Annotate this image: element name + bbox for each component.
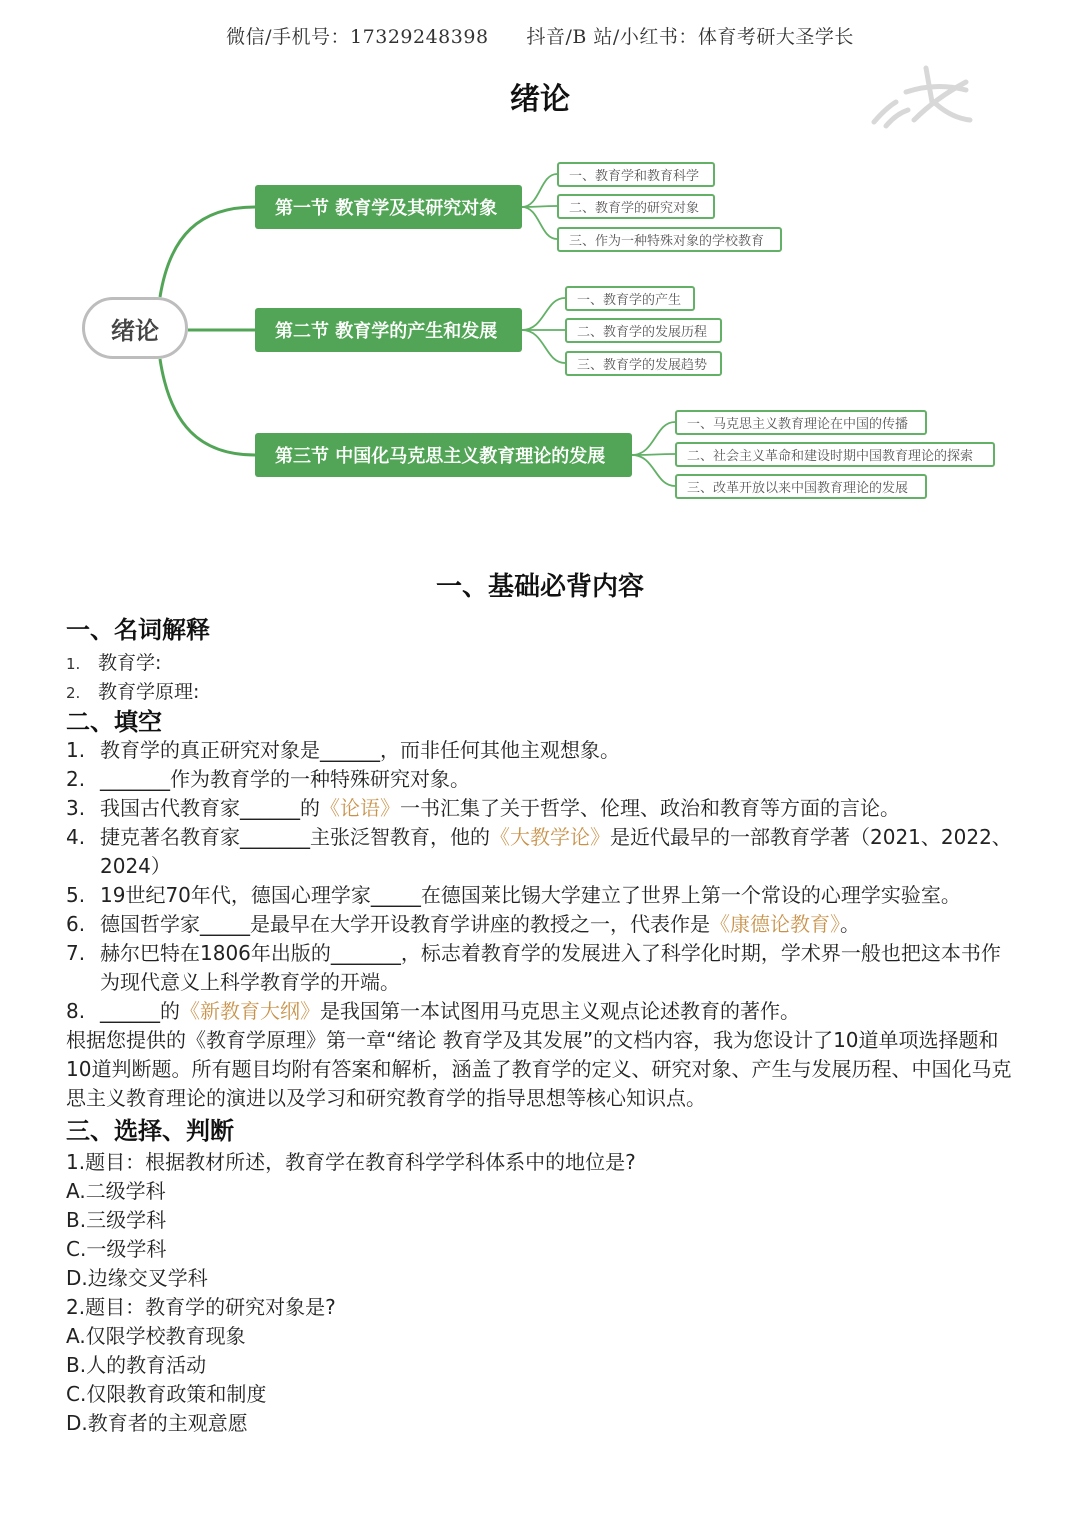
mind-map-leaf: 三、教育学的发展趋势 [565,351,722,376]
book-title: 《康德论教育》 [710,912,840,936]
question-option: B.人的教育活动 [66,1353,207,1377]
fill-item: 8. ______的《新教育大纲》是我国第一本试图用马克思主义观点论述教育的著作。 [66,999,800,1023]
term-item: 1. 教育学: [66,652,162,674]
book-title: 《大教学论》 [490,825,610,849]
question-option: D.边缘交叉学科 [66,1266,208,1290]
book-title: 《新教育大纲》 [180,999,320,1023]
choice-heading: 三、选择、判断 [66,1117,234,1145]
mind-map-section-1: 第一节 教育学及其研究对象 [255,185,522,229]
fill-item: 2. _______作为教育学的一种特殊研究对象。 [66,767,470,791]
brush-logo-icon [866,62,976,132]
question-option: A.二级学科 [66,1179,166,1203]
mind-map-leaf: 一、教育学和教育科学 [557,162,715,187]
mind-map-leaf: 二、教育学的研究对象 [557,194,715,219]
question-option: C.一级学科 [66,1237,167,1261]
fill-item: 6. 德国哲学家_____是最早在大学开设教育学讲座的教授之一，代表作是《康德论教育》。 [66,912,860,936]
question-option: A.仅限学校教育现象 [66,1324,246,1348]
fill-item: 4. 捷克著名教育家_______主张泛智教育，他的《大教学论》是近代最早的一部教育学著（2021、2022、2024） [66,825,1012,878]
mind-map-leaf: 三、改革开放以来中国教育理论的发展 [675,474,927,499]
question-stem: 2.题目：教育学的研究对象是? [66,1295,336,1319]
book-title: 《论语》 [320,796,400,820]
question-option: D.教育者的主观意愿 [66,1411,248,1435]
fill-item: 7. 赫尔巴特在1806年出版的_______，标志着教育学的发展进入了科学化时期，学术界一般也把这本书作为现代意义上科学教育学的开端。 [66,941,1001,994]
document-title: 绪论 [510,82,570,117]
mind-map-section-2: 第二节 教育学的产生和发展 [255,308,522,352]
mind-map-leaf: 一、马克思主义教育理论在中国的传播 [675,410,927,435]
mind-map [0,145,1080,515]
fill-heading: 二、填空 [66,708,162,736]
fill-item: 5. 19世纪70年代，德国心理学家_____在德国莱比锡大学建立了世界上第一个常设的心理学实验室。 [66,883,961,907]
fill-item: 1. 教育学的真正研究对象是______，而非任何其他主观想象。 [66,738,620,762]
header-contact: 微信/手机号：17329248398 [226,26,489,48]
header-contact-line [0,22,1080,49]
section-heading-basics: 一、基础必背内容 [435,572,644,602]
question-option: B.三级学科 [66,1208,167,1232]
mind-map-leaf: 一、教育学的产生 [565,286,695,311]
term-item: 2. 教育学原理: [66,681,200,703]
mind-map-leaf: 二、教育学的发展历程 [565,318,722,343]
header-social: 抖音/B 站/小红书：体育考研大圣学长 [526,26,854,48]
mind-map-leaf: 三、作为一种特殊对象的学校教育 [557,227,782,252]
mind-map-leaf: 二、社会主义革命和建设时期中国教育理论的探索 [675,442,995,467]
question-option: C.仅限教育政策和制度 [66,1382,267,1406]
fill-item: 3. 我国古代教育家______的《论语》一书汇集了关于哲学、伦理、政治和教育等方面的言论。 [66,796,900,820]
mind-map-root: 绪论 [82,297,188,359]
mind-map-section-3: 第三节 中国化马克思主义教育理论的发展 [255,433,632,477]
question-stem: 1.题目：根据教材所述，教育学在教育科学学科体系中的地位是? [66,1150,636,1174]
terms-heading: 一、名词解释 [66,616,210,644]
intro-paragraph: 根据您提供的《教育学原理》第一章“绪论 教育学及其发展”的文档内容，我为您设计了10道单项选择题和10道判断题。所有题目均附有答案和解析，涵盖了教育学的定义、研究对象、产生与发展历程、中国化马克思主义教育理论的演进以及学习和研究教育学的指导思想等核心知识点。 [66,1028,1012,1110]
